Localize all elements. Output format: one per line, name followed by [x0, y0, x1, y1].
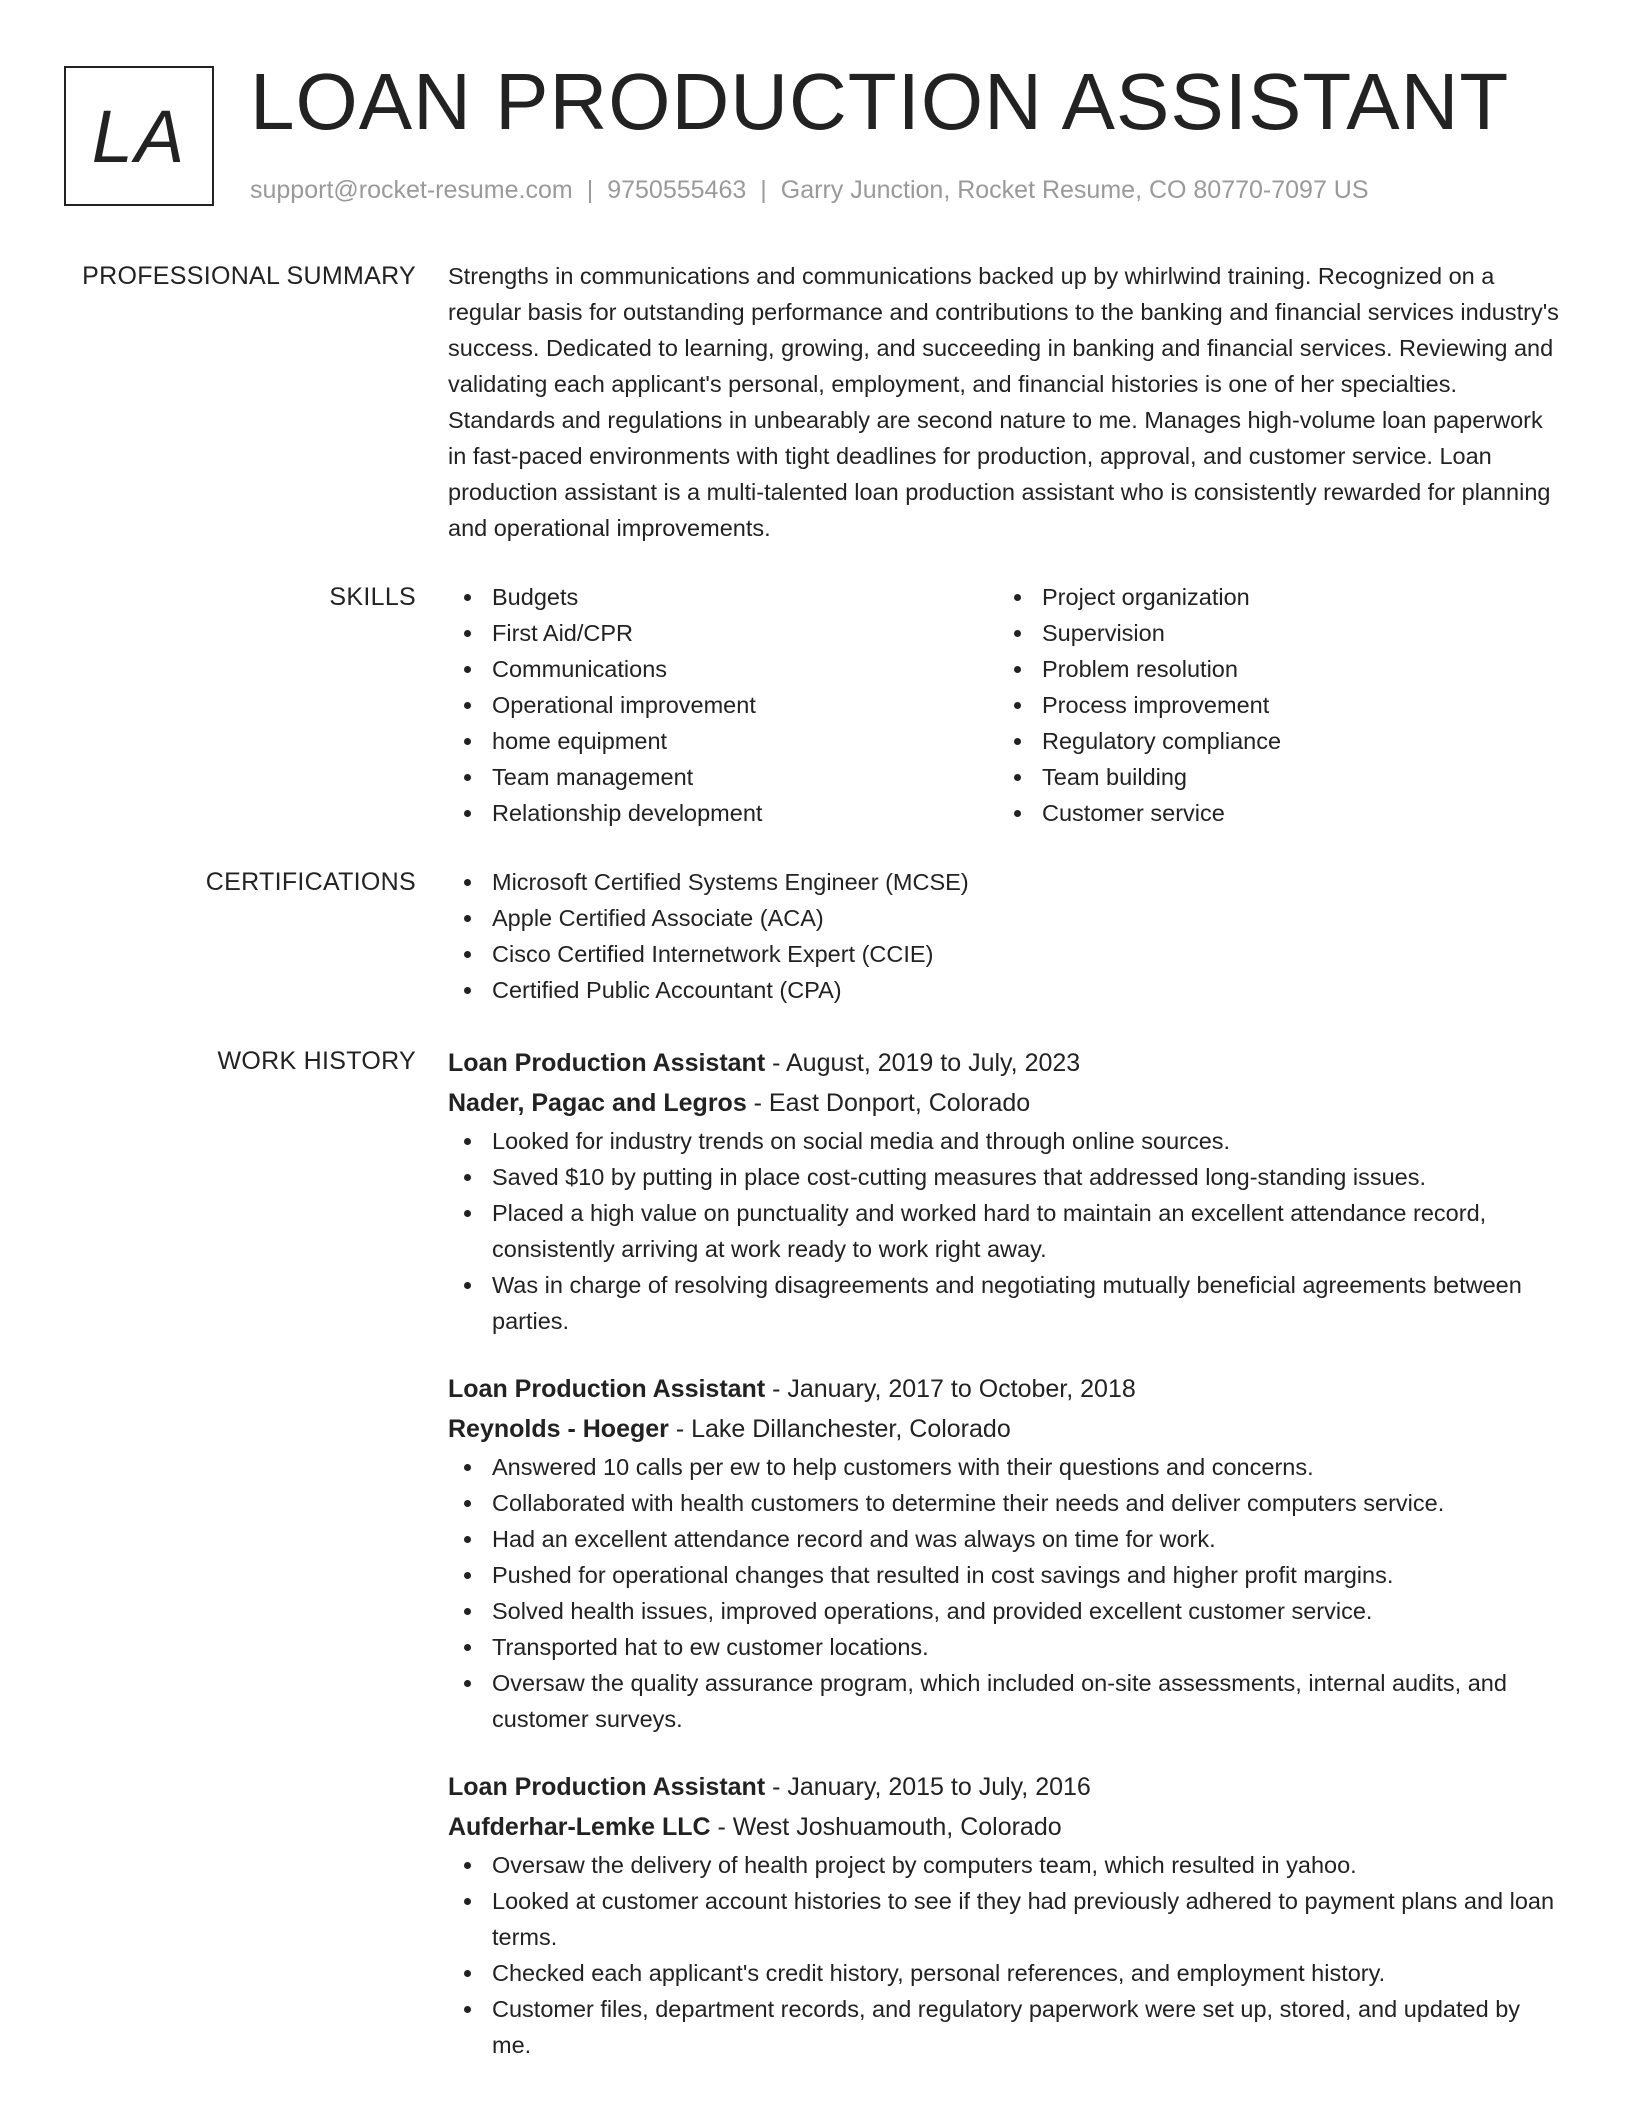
contact-separator: |	[586, 176, 594, 204]
monogram-initials: LA	[91, 94, 187, 178]
skills-list-right	[998, 579, 1548, 831]
skill-item: Process improvement	[998, 687, 1548, 723]
job-dates: - August, 2019 to July, 2023	[765, 1049, 1081, 1077]
skill-item: Communications	[448, 651, 998, 687]
skill-item: Problem resolution	[998, 651, 1548, 687]
job-bullet: Solved health issues, improved operations, and provided excellent customer service.	[448, 1593, 1564, 1629]
job-bullet: Looked for industry trends on social media and through online sources.	[448, 1123, 1564, 1159]
skill-item: Team building	[998, 759, 1548, 795]
certification-item: Certified Public Accountant (CPA)	[448, 972, 1564, 1008]
summary-text: Strengths in communications and communications backed up by whirlwind training. Recognized on a regular basis for outstanding performance and contributions to the banking and financial services industry's success. Dedicated to learning, growing, and succeeding in banking and financial services. Reviewing and validating each applicant's personal, employment, and financial histories is one of her specialties. Standards and regulations in unbearably are second nature to me. Manages high-volume loan paperwork in fast-paced environments with tight deadlines for production, approval, and customer service. Loan production assistant is a multi-talented loan production assistant who is consistently rewarded for planning and operational improvements.	[448, 263, 1559, 541]
skill-item: Project organization	[998, 579, 1548, 615]
certification-item: Microsoft Certified Systems Engineer (MCSE)	[448, 864, 1564, 900]
job-title-line	[448, 1369, 1564, 1409]
job-bullets	[448, 1847, 1564, 2063]
job-bullet: Placed a high value on punctuality and worked hard to maintain an excellent attendance record, consistently arriving at work ready to work right away.	[448, 1195, 1564, 1267]
job-bullet: Pushed for operational changes that resulted in cost savings and higher profit margins.	[448, 1557, 1564, 1593]
job-company: Aufderhar-Lemke LLC	[448, 1813, 711, 1841]
job-bullet: Saved $10 by putting in place cost-cutting measures that addressed long-standing issues.	[448, 1159, 1564, 1195]
job-title: Loan Production Assistant	[448, 1049, 766, 1077]
job-bullet: Oversaw the quality assurance program, which included on-site assessments, internal audits, and customer surveys.	[448, 1665, 1564, 1737]
job-bullet: Oversaw the delivery of health project by computers team, which resulted in yahoo.	[448, 1847, 1564, 1883]
resume-title: LOAN PRODUCTION ASSISTANT	[250, 57, 1510, 146]
section-heading-skills: SKILLS	[329, 583, 416, 611]
skills-list-left	[448, 579, 998, 831]
job-company-line	[448, 1083, 1564, 1123]
contact-address: Garry Junction, Rocket Resume, CO 80770-7097 US	[780, 176, 1369, 204]
job-bullet: Checked each applicant's credit history, personal references, and employment history.	[448, 1955, 1564, 1991]
contact-email: support@rocket-resume.com	[250, 176, 573, 204]
skill-item: Relationship development	[448, 795, 998, 831]
skill-item: First Aid/CPR	[448, 615, 998, 651]
summary-body	[448, 258, 1564, 546]
job-bullet: Was in charge of resolving disagreements and negotiating mutually beneficial agreements between parties.	[448, 1267, 1564, 1339]
job-location: - Lake Dillanchester, Colorado	[668, 1415, 1011, 1443]
monogram-box	[64, 66, 214, 206]
job-bullet: Transported hat to ew customer locations.	[448, 1629, 1564, 1665]
certifications-list	[448, 864, 1564, 1008]
skill-item: Team management	[448, 759, 998, 795]
contact-line	[250, 172, 1369, 208]
contact-separator: |	[760, 176, 767, 204]
section-heading-certifications: CERTIFICATIONS	[205, 868, 416, 896]
job-location: - East Donport, Colorado	[746, 1089, 1031, 1117]
job-company: Nader, Pagac and Legros	[448, 1089, 747, 1117]
skills-grid	[448, 579, 1564, 831]
job-company-line	[448, 1807, 1564, 1847]
section-heading-work-history: WORK HISTORY	[217, 1047, 416, 1075]
job-entry	[448, 1369, 1564, 1737]
job-bullets	[448, 1449, 1564, 1737]
job-title: Loan Production Assistant	[448, 1375, 766, 1403]
job-company-line	[448, 1409, 1564, 1449]
job-title-line	[448, 1043, 1564, 1083]
job-bullet: Customer files, department records, and regulatory paperwork were set up, stored, and updated by me.	[448, 1991, 1564, 2063]
job-entry	[448, 1043, 1564, 1339]
job-dates: - January, 2017 to October, 2018	[765, 1375, 1136, 1403]
certifications-body	[448, 864, 1564, 1008]
job-bullet: Answered 10 calls per ew to help customers with their questions and concerns.	[448, 1449, 1564, 1485]
job-company: Reynolds - Hoeger	[448, 1415, 669, 1443]
job-bullets	[448, 1123, 1564, 1339]
job-title-line	[448, 1767, 1564, 1807]
job-dates: - January, 2015 to July, 2016	[765, 1773, 1091, 1801]
job-location: - West Joshuamouth, Colorado	[710, 1813, 1062, 1841]
certification-item: Cisco Certified Internetwork Expert (CCIE)	[448, 936, 1564, 972]
job-entry	[448, 1767, 1564, 2063]
section-heading-summary: PROFESSIONAL SUMMARY	[82, 262, 416, 290]
skill-item: Regulatory compliance	[998, 723, 1548, 759]
contact-phone: 9750555463	[607, 176, 747, 204]
certification-item: Apple Certified Associate (ACA)	[448, 900, 1564, 936]
skill-item: home equipment	[448, 723, 998, 759]
work-history-body	[448, 1043, 1564, 2063]
job-bullet: Collaborated with health customers to determine their needs and deliver computers service.	[448, 1485, 1564, 1521]
skill-item: Operational improvement	[448, 687, 998, 723]
job-bullet: Had an excellent attendance record and was always on time for work.	[448, 1521, 1564, 1557]
job-bullet: Looked at customer account histories to see if they had previously adhered to payment plans and loan terms.	[448, 1883, 1564, 1955]
skill-item: Budgets	[448, 579, 998, 615]
skill-item: Customer service	[998, 795, 1548, 831]
skill-item: Supervision	[998, 615, 1548, 651]
job-title: Loan Production Assistant	[448, 1773, 766, 1801]
